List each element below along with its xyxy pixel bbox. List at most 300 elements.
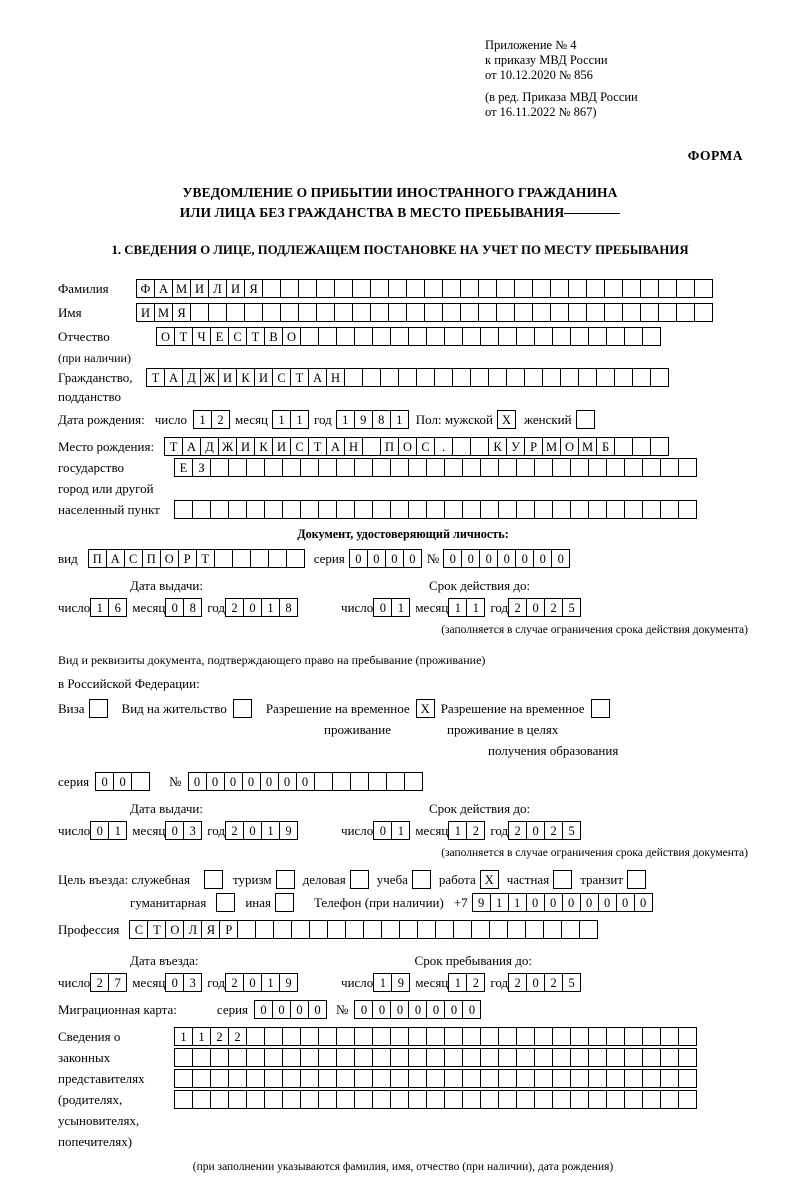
form-cell[interactable]: А: [326, 437, 345, 456]
form-cell[interactable]: [318, 1048, 337, 1067]
form-cell[interactable]: [444, 327, 463, 346]
form-cell[interactable]: [408, 1048, 427, 1067]
form-cell[interactable]: [462, 1069, 481, 1088]
form-cell[interactable]: [488, 368, 507, 387]
form-cell[interactable]: 1: [193, 410, 212, 429]
form-cell[interactable]: [398, 368, 417, 387]
form-cell[interactable]: [237, 920, 256, 939]
visa-checkbox[interactable]: [89, 699, 108, 718]
form-cell[interactable]: 0: [526, 821, 545, 840]
stay-month-cells[interactable]: [448, 973, 484, 992]
form-cell[interactable]: 0: [385, 549, 404, 568]
form-cell[interactable]: 7: [108, 973, 127, 992]
form-cell[interactable]: [334, 279, 353, 298]
form-cell[interactable]: [131, 772, 150, 791]
form-cell[interactable]: [316, 303, 335, 322]
form-cell[interactable]: [552, 1069, 571, 1088]
form-cell[interactable]: [588, 1069, 607, 1088]
form-cell[interactable]: [642, 1027, 661, 1046]
form-cell[interactable]: О: [282, 327, 301, 346]
form-cell[interactable]: [246, 458, 265, 477]
form-cell[interactable]: [606, 500, 625, 519]
form-cell[interactable]: К: [488, 437, 507, 456]
form-cell[interactable]: [624, 458, 643, 477]
form-cell[interactable]: 6: [108, 598, 127, 617]
form-cell[interactable]: [498, 1048, 517, 1067]
form-cell[interactable]: [444, 1069, 463, 1088]
form-cell[interactable]: [462, 500, 481, 519]
form-cell[interactable]: 0: [224, 772, 243, 791]
form-cell[interactable]: [642, 458, 661, 477]
form-cell[interactable]: 5: [562, 821, 581, 840]
form-cell[interactable]: [632, 368, 651, 387]
form-cell[interactable]: 0: [349, 549, 368, 568]
form-cell[interactable]: [255, 920, 274, 939]
form-cell[interactable]: [210, 1090, 229, 1109]
form-cell[interactable]: А: [106, 549, 125, 568]
form-cell[interactable]: 9: [279, 973, 298, 992]
form-cell[interactable]: [232, 549, 251, 568]
form-cell[interactable]: [309, 920, 328, 939]
form-cell[interactable]: [424, 303, 443, 322]
form-cell[interactable]: [344, 368, 363, 387]
form-cell[interactable]: [516, 458, 535, 477]
form-cell[interactable]: [480, 327, 499, 346]
form-cell[interactable]: С: [272, 368, 291, 387]
form-cell[interactable]: [658, 279, 677, 298]
form-cell[interactable]: 8: [279, 598, 298, 617]
form-cell[interactable]: А: [164, 368, 183, 387]
purpose-work-checkbox[interactable]: X: [480, 870, 499, 889]
form-cell[interactable]: [406, 303, 425, 322]
birth-year-cells[interactable]: [336, 410, 408, 429]
form-cell[interactable]: 0: [526, 598, 545, 617]
form-cell[interactable]: [498, 1090, 517, 1109]
form-cell[interactable]: [442, 279, 461, 298]
form-cell[interactable]: [516, 1027, 535, 1046]
form-cell[interactable]: [417, 920, 436, 939]
form-cell[interactable]: [190, 303, 209, 322]
form-cell[interactable]: [543, 920, 562, 939]
form-cell[interactable]: [300, 327, 319, 346]
form-cell[interactable]: [300, 1069, 319, 1088]
form-cell[interactable]: [372, 1069, 391, 1088]
form-cell[interactable]: [372, 1048, 391, 1067]
form-cell[interactable]: [406, 279, 425, 298]
form-cell[interactable]: [624, 1027, 643, 1046]
form-cell[interactable]: [560, 368, 579, 387]
form-cell[interactable]: Я: [244, 279, 263, 298]
birth-place-cells-1[interactable]: [164, 437, 668, 456]
form-cell[interactable]: [345, 920, 364, 939]
form-cell[interactable]: 0: [278, 772, 297, 791]
form-cell[interactable]: [404, 772, 423, 791]
form-cell[interactable]: [550, 303, 569, 322]
form-cell[interactable]: Ж: [218, 437, 237, 456]
form-cell[interactable]: [460, 279, 479, 298]
form-cell[interactable]: [444, 1090, 463, 1109]
form-cell[interactable]: 9: [279, 821, 298, 840]
form-cell[interactable]: [498, 1027, 517, 1046]
residence-checkbox[interactable]: [233, 699, 252, 718]
form-cell[interactable]: 0: [526, 973, 545, 992]
legal-rep-cells-4[interactable]: [174, 1090, 696, 1109]
form-cell[interactable]: [676, 279, 695, 298]
form-cell[interactable]: [250, 549, 269, 568]
form-cell[interactable]: [460, 303, 479, 322]
form-cell[interactable]: [318, 1090, 337, 1109]
form-cell[interactable]: [462, 1027, 481, 1046]
form-cell[interactable]: [552, 327, 571, 346]
form-cell[interactable]: [228, 458, 247, 477]
form-cell[interactable]: 1: [192, 1027, 211, 1046]
form-cell[interactable]: 9: [391, 973, 410, 992]
form-cell[interactable]: [262, 279, 281, 298]
form-cell[interactable]: [678, 458, 697, 477]
form-cell[interactable]: Ч: [192, 327, 211, 346]
form-cell[interactable]: 0: [272, 1000, 291, 1019]
form-cell[interactable]: [264, 500, 283, 519]
form-cell[interactable]: [390, 500, 409, 519]
form-cell[interactable]: [264, 458, 283, 477]
form-cell[interactable]: А: [182, 437, 201, 456]
form-cell[interactable]: [470, 437, 489, 456]
form-cell[interactable]: К: [236, 368, 255, 387]
form-cell[interactable]: [498, 500, 517, 519]
form-cell[interactable]: И: [136, 303, 155, 322]
form-cell[interactable]: Я: [201, 920, 220, 939]
form-cell[interactable]: [496, 303, 515, 322]
form-cell[interactable]: И: [236, 437, 255, 456]
form-cell[interactable]: [660, 500, 679, 519]
form-cell[interactable]: [516, 500, 535, 519]
doc-valid-year-cells[interactable]: [508, 598, 580, 617]
perm-valid-day-cells[interactable]: [373, 821, 409, 840]
form-cell[interactable]: [210, 1048, 229, 1067]
form-cell[interactable]: [381, 920, 400, 939]
form-cell[interactable]: [578, 368, 597, 387]
form-cell[interactable]: [452, 437, 471, 456]
form-cell[interactable]: [650, 437, 669, 456]
form-cell[interactable]: [300, 1048, 319, 1067]
form-cell[interactable]: С: [416, 437, 435, 456]
form-cell[interactable]: М: [578, 437, 597, 456]
form-cell[interactable]: 2: [508, 598, 527, 617]
form-cell[interactable]: С: [290, 437, 309, 456]
form-cell[interactable]: [516, 327, 535, 346]
form-cell[interactable]: [424, 279, 443, 298]
legal-rep-cells-2[interactable]: [174, 1048, 696, 1067]
form-cell[interactable]: Р: [524, 437, 543, 456]
form-cell[interactable]: 0: [254, 1000, 273, 1019]
form-cell[interactable]: [370, 303, 389, 322]
form-cell[interactable]: [298, 279, 317, 298]
birth-place-cells-2[interactable]: [174, 458, 696, 477]
form-cell[interactable]: [498, 1069, 517, 1088]
form-cell[interactable]: С: [124, 549, 143, 568]
form-cell[interactable]: 0: [443, 549, 462, 568]
form-cell[interactable]: [570, 327, 589, 346]
form-cell[interactable]: Т: [196, 549, 215, 568]
form-cell[interactable]: И: [272, 437, 291, 456]
form-cell[interactable]: С: [129, 920, 148, 939]
form-cell[interactable]: 2: [225, 598, 244, 617]
form-cell[interactable]: [444, 458, 463, 477]
form-cell[interactable]: 0: [526, 893, 545, 912]
form-cell[interactable]: [525, 920, 544, 939]
form-cell[interactable]: [192, 1090, 211, 1109]
form-cell[interactable]: [524, 368, 543, 387]
form-cell[interactable]: 0: [403, 549, 422, 568]
form-cell[interactable]: 2: [225, 821, 244, 840]
form-cell[interactable]: [228, 1090, 247, 1109]
form-cell[interactable]: [471, 920, 490, 939]
form-cell[interactable]: 0: [206, 772, 225, 791]
form-cell[interactable]: [516, 1048, 535, 1067]
form-cell[interactable]: [300, 1090, 319, 1109]
form-cell[interactable]: [336, 1027, 355, 1046]
form-cell[interactable]: 0: [533, 549, 552, 568]
form-cell[interactable]: [291, 920, 310, 939]
form-cell[interactable]: [550, 279, 569, 298]
form-cell[interactable]: [246, 1090, 265, 1109]
form-cell[interactable]: [246, 1069, 265, 1088]
form-cell[interactable]: [399, 920, 418, 939]
doc-number-cells[interactable]: [443, 549, 569, 568]
form-cell[interactable]: 0: [242, 772, 261, 791]
form-cell[interactable]: М: [172, 279, 191, 298]
purpose-study-checkbox[interactable]: [412, 870, 431, 889]
form-cell[interactable]: [318, 327, 337, 346]
form-cell[interactable]: 0: [479, 549, 498, 568]
doc-issue-day-cells[interactable]: [90, 598, 126, 617]
doc-kind-cells[interactable]: [88, 549, 304, 568]
form-cell[interactable]: [678, 500, 697, 519]
form-cell[interactable]: 2: [90, 973, 109, 992]
form-cell[interactable]: [534, 327, 553, 346]
form-cell[interactable]: [658, 303, 677, 322]
form-cell[interactable]: 0: [544, 893, 563, 912]
form-cell[interactable]: [462, 327, 481, 346]
form-cell[interactable]: [660, 1069, 679, 1088]
form-cell[interactable]: Д: [182, 368, 201, 387]
form-cell[interactable]: [534, 1069, 553, 1088]
form-cell[interactable]: 0: [462, 1000, 481, 1019]
form-cell[interactable]: 1: [261, 821, 280, 840]
form-cell[interactable]: [470, 368, 489, 387]
form-cell[interactable]: П: [142, 549, 161, 568]
form-cell[interactable]: 0: [461, 549, 480, 568]
form-cell[interactable]: [336, 1090, 355, 1109]
form-cell[interactable]: [336, 327, 355, 346]
form-cell[interactable]: 2: [544, 821, 563, 840]
form-cell[interactable]: [336, 1069, 355, 1088]
citizenship-cells[interactable]: [146, 368, 668, 387]
form-cell[interactable]: [588, 500, 607, 519]
form-cell[interactable]: [452, 368, 471, 387]
form-cell[interactable]: 1: [174, 1027, 193, 1046]
form-cell[interactable]: [552, 1090, 571, 1109]
form-cell[interactable]: [442, 303, 461, 322]
form-cell[interactable]: [264, 1069, 283, 1088]
form-cell[interactable]: 2: [508, 973, 527, 992]
form-cell[interactable]: 2: [508, 821, 527, 840]
form-cell[interactable]: [462, 1048, 481, 1067]
form-cell[interactable]: Т: [308, 437, 327, 456]
form-cell[interactable]: [534, 500, 553, 519]
form-cell[interactable]: [694, 279, 713, 298]
form-cell[interactable]: [660, 1048, 679, 1067]
form-cell[interactable]: [480, 500, 499, 519]
stay-day-cells[interactable]: [373, 973, 409, 992]
form-cell[interactable]: З: [192, 458, 211, 477]
form-cell[interactable]: [372, 1090, 391, 1109]
form-cell[interactable]: [174, 500, 193, 519]
form-cell[interactable]: [408, 458, 427, 477]
form-cell[interactable]: А: [154, 279, 173, 298]
form-cell[interactable]: [514, 303, 533, 322]
form-cell[interactable]: [388, 303, 407, 322]
form-cell[interactable]: [352, 279, 371, 298]
form-cell[interactable]: М: [154, 303, 173, 322]
profession-cells[interactable]: [129, 920, 597, 939]
form-cell[interactable]: [568, 303, 587, 322]
form-cell[interactable]: 1: [448, 598, 467, 617]
form-cell[interactable]: [192, 1048, 211, 1067]
form-cell[interactable]: [480, 458, 499, 477]
form-cell[interactable]: 0: [598, 893, 617, 912]
form-cell[interactable]: 0: [373, 821, 392, 840]
form-cell[interactable]: [478, 303, 497, 322]
form-cell[interactable]: [642, 1048, 661, 1067]
form-cell[interactable]: [390, 1048, 409, 1067]
temp-residence-checkbox[interactable]: X: [416, 699, 435, 718]
form-cell[interactable]: [426, 1048, 445, 1067]
form-cell[interactable]: [570, 500, 589, 519]
form-cell[interactable]: Ж: [200, 368, 219, 387]
form-cell[interactable]: [579, 920, 598, 939]
form-cell[interactable]: [318, 500, 337, 519]
form-cell[interactable]: [210, 458, 229, 477]
form-cell[interactable]: [507, 920, 526, 939]
form-cell[interactable]: 3: [183, 821, 202, 840]
form-cell[interactable]: [298, 303, 317, 322]
form-cell[interactable]: [336, 458, 355, 477]
form-cell[interactable]: [478, 279, 497, 298]
form-cell[interactable]: [426, 500, 445, 519]
form-cell[interactable]: 1: [373, 973, 392, 992]
form-cell[interactable]: [354, 1069, 373, 1088]
form-cell[interactable]: 0: [165, 598, 184, 617]
form-cell[interactable]: [210, 500, 229, 519]
form-cell[interactable]: [642, 327, 661, 346]
form-cell[interactable]: [622, 279, 641, 298]
form-cell[interactable]: 0: [497, 549, 516, 568]
form-cell[interactable]: [208, 303, 227, 322]
entry-month-cells[interactable]: [165, 973, 201, 992]
surname-cells[interactable]: [136, 279, 712, 298]
form-cell[interactable]: 2: [466, 973, 485, 992]
form-cell[interactable]: [596, 368, 615, 387]
form-cell[interactable]: 1: [336, 410, 355, 429]
form-cell[interactable]: 0: [165, 821, 184, 840]
form-cell[interactable]: [678, 1090, 697, 1109]
form-cell[interactable]: Ф: [136, 279, 155, 298]
form-cell[interactable]: [586, 303, 605, 322]
sex-male-checkbox[interactable]: X: [497, 410, 516, 429]
form-cell[interactable]: 5: [562, 598, 581, 617]
form-cell[interactable]: [570, 1069, 589, 1088]
form-cell[interactable]: [678, 1027, 697, 1046]
form-cell[interactable]: [606, 1090, 625, 1109]
form-cell[interactable]: [300, 500, 319, 519]
form-cell[interactable]: Н: [344, 437, 363, 456]
form-cell[interactable]: [462, 458, 481, 477]
form-cell[interactable]: 0: [426, 1000, 445, 1019]
form-cell[interactable]: [408, 327, 427, 346]
form-cell[interactable]: 2: [210, 1027, 229, 1046]
form-cell[interactable]: Т: [164, 437, 183, 456]
form-cell[interactable]: [264, 1048, 283, 1067]
form-cell[interactable]: [640, 303, 659, 322]
name-cells[interactable]: [136, 303, 712, 322]
form-cell[interactable]: [660, 458, 679, 477]
form-cell[interactable]: [426, 1069, 445, 1088]
form-cell[interactable]: [300, 458, 319, 477]
form-cell[interactable]: [280, 279, 299, 298]
form-cell[interactable]: 1: [391, 598, 410, 617]
form-cell[interactable]: [316, 279, 335, 298]
form-cell[interactable]: 9: [354, 410, 373, 429]
form-cell[interactable]: [606, 1069, 625, 1088]
entry-day-cells[interactable]: [90, 973, 126, 992]
form-cell[interactable]: [336, 500, 355, 519]
form-cell[interactable]: 0: [354, 1000, 373, 1019]
form-cell[interactable]: 0: [373, 598, 392, 617]
form-cell[interactable]: Б: [596, 437, 615, 456]
form-cell[interactable]: 9: [472, 893, 491, 912]
form-cell[interactable]: 1: [448, 973, 467, 992]
perm-issue-day-cells[interactable]: [90, 821, 126, 840]
form-cell[interactable]: [632, 437, 651, 456]
form-cell[interactable]: [588, 1048, 607, 1067]
form-cell[interactable]: [318, 1027, 337, 1046]
doc-issue-month-cells[interactable]: [165, 598, 201, 617]
form-cell[interactable]: [226, 303, 245, 322]
form-cell[interactable]: [570, 1090, 589, 1109]
form-cell[interactable]: Т: [290, 368, 309, 387]
form-cell[interactable]: К: [254, 437, 273, 456]
form-cell[interactable]: [534, 1027, 553, 1046]
form-cell[interactable]: [588, 327, 607, 346]
form-cell[interactable]: [489, 920, 508, 939]
form-cell[interactable]: [604, 279, 623, 298]
form-cell[interactable]: О: [165, 920, 184, 939]
form-cell[interactable]: [480, 1048, 499, 1067]
form-cell[interactable]: [435, 920, 454, 939]
stay-year-cells[interactable]: [508, 973, 580, 992]
form-cell[interactable]: [362, 368, 381, 387]
form-cell[interactable]: [588, 1027, 607, 1046]
form-cell[interactable]: [606, 327, 625, 346]
form-cell[interactable]: Л: [183, 920, 202, 939]
perm-issue-month-cells[interactable]: [165, 821, 201, 840]
form-cell[interactable]: 0: [444, 1000, 463, 1019]
form-cell[interactable]: [246, 1027, 265, 1046]
form-cell[interactable]: [426, 327, 445, 346]
form-cell[interactable]: [534, 458, 553, 477]
form-cell[interactable]: 0: [260, 772, 279, 791]
